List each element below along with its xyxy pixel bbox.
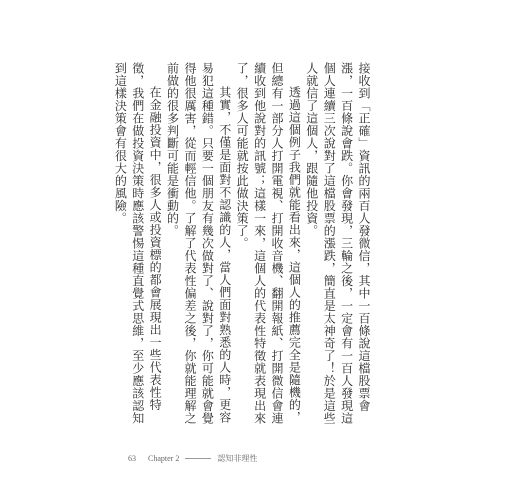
vertical-text-body xyxy=(111,62,372,432)
footer-divider xyxy=(185,458,211,459)
paragraph-2: 透過這個例子我們就能看出來，這個人的推薦完全是隨機的，但總有一部分人打開電視、打開收音機、翻開報紙、打開微信會連續收到他說對的訊號；這樣一來，這個人的代表性特徵就表現出來了，很多人可能就按此做決策了。 xyxy=(235,62,302,425)
chapter-label: Chapter 2 xyxy=(148,454,180,463)
chapter-title: 認知非理性 xyxy=(217,454,258,463)
paragraph-3: 其實，不僅是面對不認識的人，當人們面對熟悉的人時，更容易犯這種錯。只要一個朋友有幾次做對了、說對了，你可能就會覺得他很厲害，從而輕信他。了解了代表性偏差之後，你就能理解之前做的很多判斷可能是衝動的。 xyxy=(165,62,232,425)
paragraph-4: 在金融投資中，很多人或投資標的都會展現出一些代表性特徵，我們在做投資決策時應該警惕這種直覺式思維，至少應該認知到這樣決策會有很大的風險。 xyxy=(113,62,163,425)
page-number: 63 xyxy=(128,454,136,463)
page-footer xyxy=(128,453,257,464)
paragraph-1: 接收到「正確」資訊的兩百人發微信，其中一百條說這檔股票會漲，一百條說會跌。你會發現，三輪之後，一定會有一百人發現這個人連續三次說對了這檔股票的漲跌，簡直是太神奇了！於是這些人就信了這個人，跟隨他投資。 xyxy=(304,62,371,425)
